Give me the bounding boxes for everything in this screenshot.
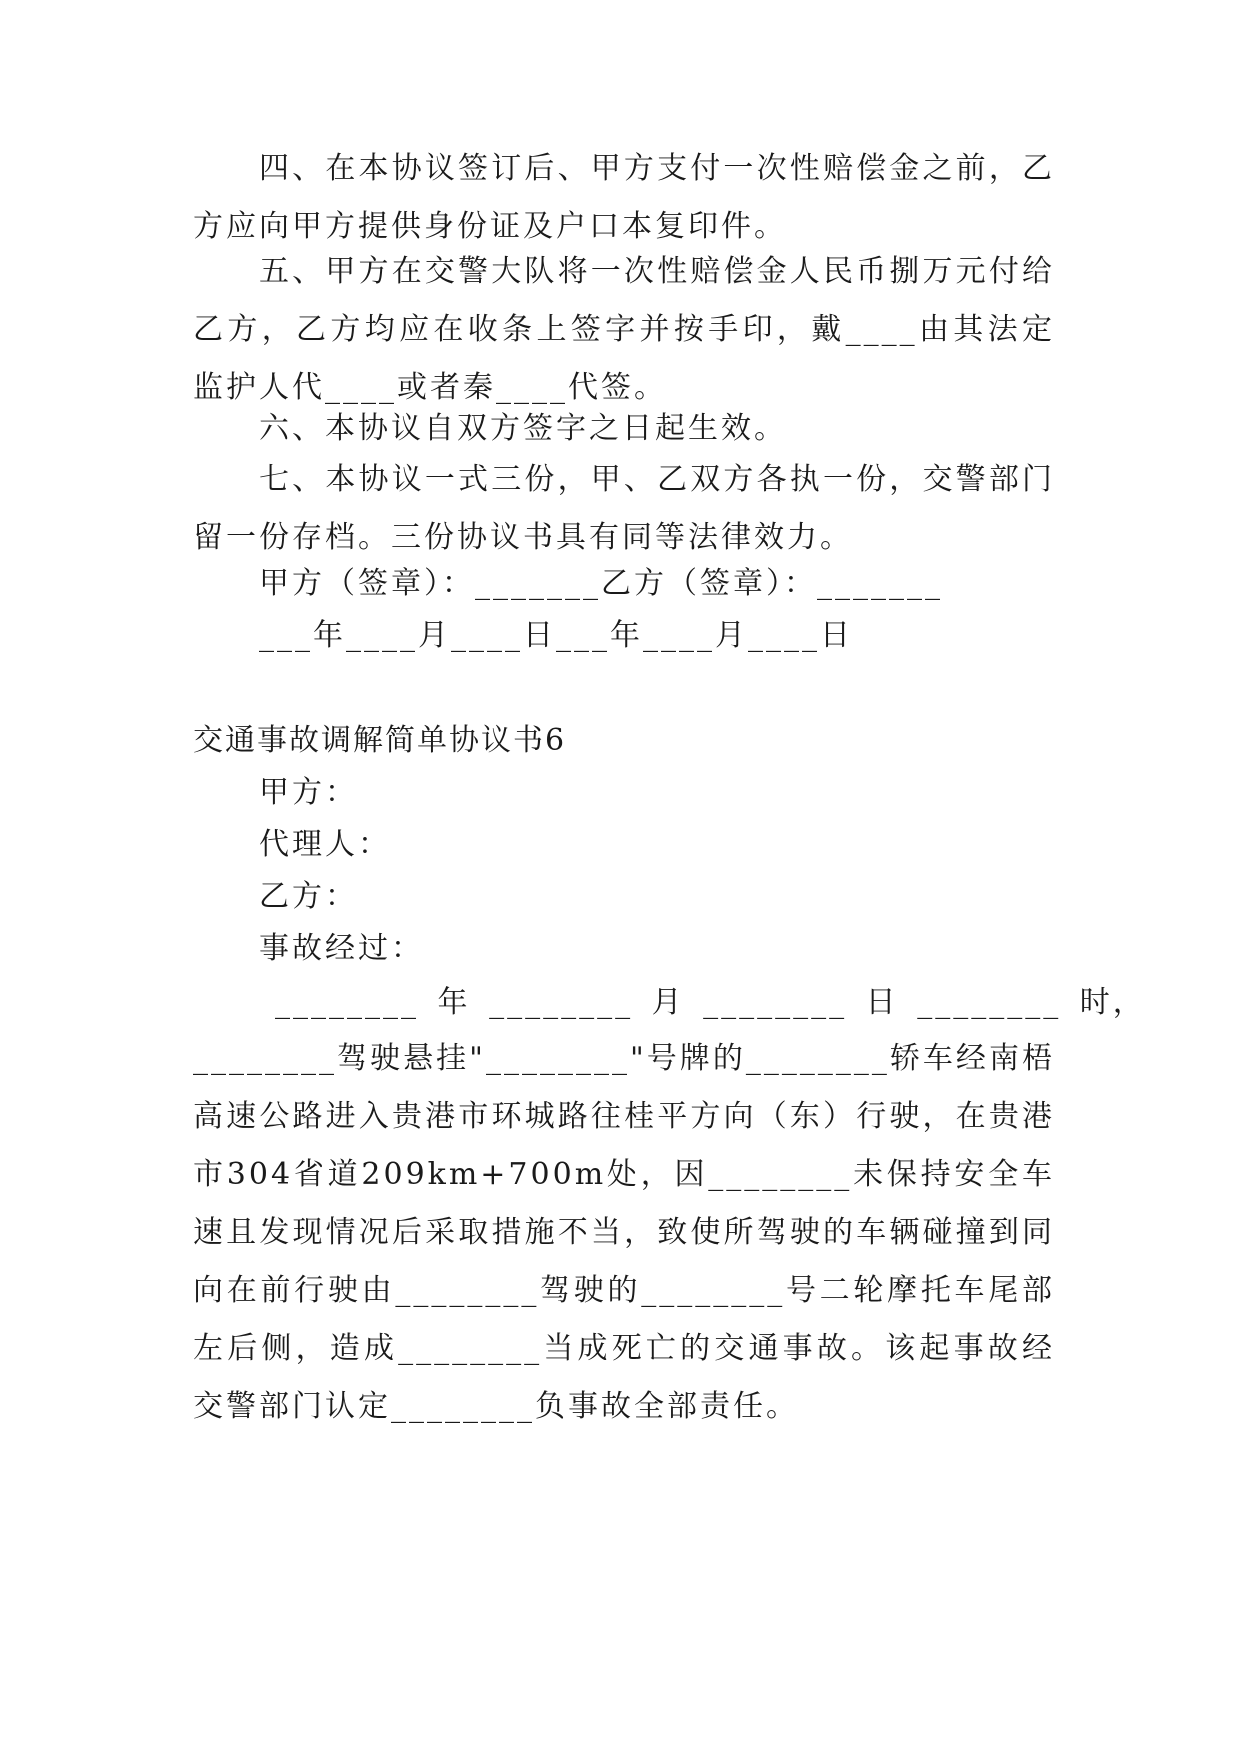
clause-6: 六、本协议自双方签字之日起生效。: [259, 411, 787, 446]
section-title: 交通事故调解简单协议书6: [193, 723, 567, 758]
party-a-label: 甲方：: [259, 775, 358, 810]
clause-4: 四、在本协议签订后、甲方支付一次性赔偿金之前，乙方应向甲方提供身份证及户口本复印件。: [193, 151, 1055, 244]
agent-label: 代理人：: [259, 827, 391, 862]
accident-body: ________驾驶悬挂"________"号牌的________轿车经南梧高速公路进入贵港市环城路往桂平方向（东）行驶，在贵港市304省道209km+700m处，因________未保持安全车速且发现情况后采取措施不当，致使所驾驶的车辆碰撞到同向在前行驶由________驾驶的________号二轮摩托车尾部左后侧，造成________当成死亡的交通事故。该起事故经交警部门认定________负事故全部责任。: [193, 1041, 1055, 1424]
accident-heading: 事故经过：: [259, 931, 424, 966]
date-line: ___年____月____日___年____月____日: [259, 618, 853, 653]
clause-7: 七、本协议一式三份，甲、乙双方各执一份，交警部门留一份存档。三份协议书具有同等法律效力。: [193, 462, 1055, 555]
clause-5: 五、甲方在交警大队将一次性赔偿金人民币捌万元付给乙方，乙方均应在收条上签字并按手印，戴____由其法定监护人代____或者秦____代签。: [193, 254, 1055, 405]
accident-date-line: ________ 年 ________ 月 ________ 日 ________ 时，: [275, 985, 1146, 1020]
signature-line: 甲方（签章）：_______乙方（签章）：_______: [259, 566, 943, 601]
party-b-label: 乙方：: [259, 879, 358, 914]
